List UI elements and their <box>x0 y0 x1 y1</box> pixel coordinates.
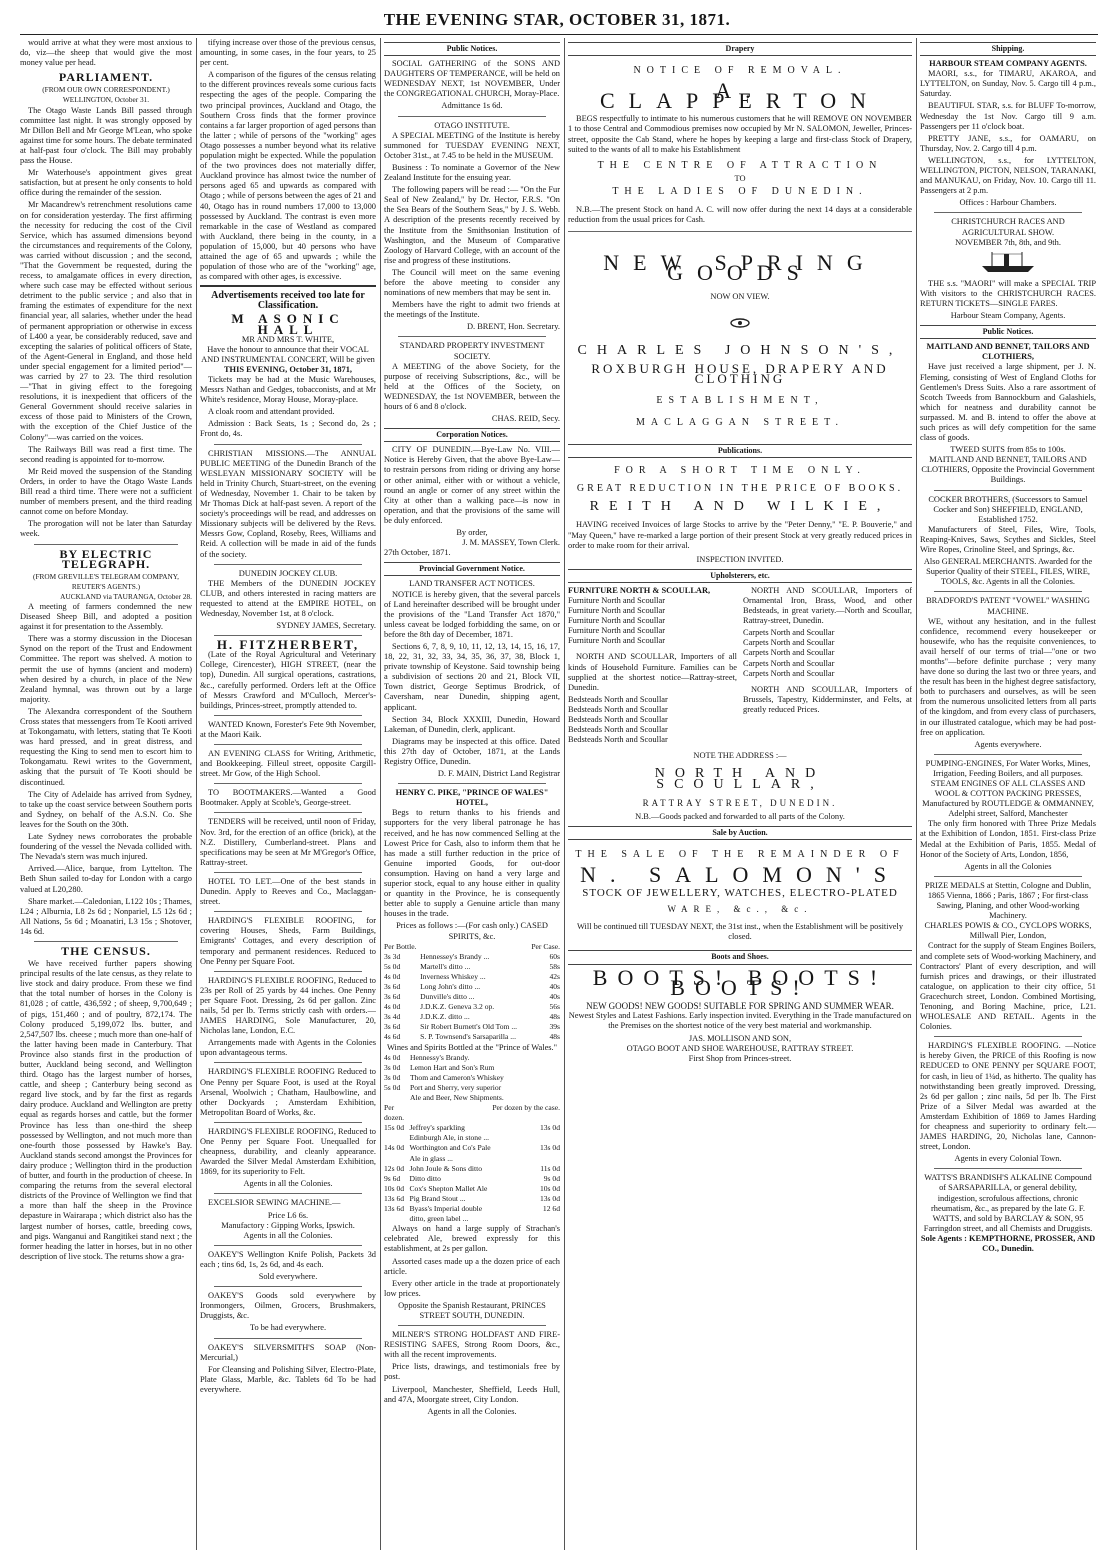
price-header-cell: Per dozen. <box>384 1103 405 1123</box>
ad-text: THE CENTRE OF ATTRACTION <box>597 159 883 171</box>
ad-signature: J. M. MASSEY, Town Clerk. <box>462 538 560 548</box>
ad-text: NORTH AND SCOULLAR, Importers of all kinds of Household Furniture. Families can be supplied at the shortest notice—Rattray-street, Dunedin. <box>568 652 737 692</box>
section-heading: Public Notices. <box>384 42 560 56</box>
price-header-cell: Per Case. <box>531 941 560 951</box>
ad-text: HARDING'S FLEXIBLE ROOFING. —Notice is hereby Given, the PRICE of this Roofing is now REDUCED to ONE PENNY per SQUARE FOOT, for cash, in lieu of 1¼d, as hitherto. The quality has notwithstanding been greatly improved. Dressing, 2s 6d per gallon ; zinc nails, 5d per lb. The First Prize of a Silver Medal was awarded at the Amsterdam Exhibition of 1869 to James Harding for cheapness and superiority to ordinary felt.—JAMES HARDING, 20, Nicholas lane, Cannon-street, London. <box>920 1041 1096 1152</box>
ad-text: Price lists, drawings, and testimonials free by post. <box>384 1362 560 1382</box>
column-rule <box>916 38 917 1550</box>
ad-text: Sections 6, 7, 8, 9, 10, 11, 12, 13, 14, 15, 16, 17, 18, 22, 31, 32, 33, 34, 35, 36, 37, 38, Block 1, private township of Keystone. Said township being a subdivision of sections 20 and 21, Block VII, Town district, George Septimus Brodrick, of Caversham, near Dunedin, shipping agent, applicant. <box>384 641 560 712</box>
ad-text: HOTEL TO LET.—One of the best stands in Dunedin. Apply to Reeves and Co., Maclaggan-street. <box>200 876 376 907</box>
divider <box>934 1168 1082 1169</box>
list-item: Carpets North and Scoullar <box>743 638 835 648</box>
ad-text: BEAUTIFUL STAR, s.s. for BLUFF To-morrow, Wednesday the 1st Nov. Cargo till 9 a.m. Passengers per 11 o'clock boat. <box>920 101 1096 131</box>
ad-text: First Shop from Princes-street. <box>688 1054 792 1064</box>
divider <box>934 212 1082 213</box>
divider <box>214 783 362 784</box>
ad-text: NORTH AND SCOULLAR, Importers of Ornamental Iron, Brass, Wood, and other Bedsteads, in great variety.—North and Scoullar, Rattray-street, Dunedin. <box>743 585 912 626</box>
ad-text: TWEED SUITS from 85s to 100s. <box>950 445 1066 455</box>
price-row: 3s 6d Dunville's ditto ... 40s <box>384 992 560 1002</box>
section-heading: Drapery <box>568 42 912 56</box>
article-text: Share market.—Caledonian, L122 10s ; Thames, L24 ; Alburnia, L8 2s 6d ; Nonpariel, L5 12s 6d ; All Nations, 5s 6d ; Moanatiri, L3 15s ; Shotover, 14s 6d. <box>20 896 192 936</box>
article-text: Mr Macandrew's retrenchment resolutions came on for consideration yesterday. The first affirming the necessity for reducing the cost of the Civil Service, which has assumed dimensions beyond the circumstances and requirements of the Colony, was carried without discussion ; and the second, "That the Government be requested, during the recess, to amalgamate offices in every direction, where such case may be effected without serious detriment to the public service ; and also that in framing the estimates of expenditure for the next financial year, all salaries, whether under the head of permanent appropriation or otherwise in excess of L400 a year, be considerably reduced, save and excepting the salaries of political officers of State, of the Agent-General in England, and those held under special engagement for a limited period"—was carried by 27 to 23. The third resolution—"That in giving effect to the foregoing resolutions, it is inexpedient that officers of the General Government should receive salaries in excess of those paid to Ministers of the Crown, with the exception of the Chief Justice of the Colony"—was carried on the voices. <box>20 200 192 442</box>
price-table-spirits <box>384 942 560 1043</box>
price-table-wines <box>384 1053 560 1103</box>
list-item: Bedsteads North and Scoullar <box>568 715 668 725</box>
list-item: Furniture North and Scoullar <box>568 596 665 605</box>
ad-text: Agents in all the Colonies. <box>243 1179 333 1189</box>
ad-title: LAND TRANSFER ACT NOTICES. <box>409 579 535 589</box>
ad-text: INSPECTION INVITED. <box>696 554 784 564</box>
divider <box>34 544 178 545</box>
ad-text: Always on hand a large supply of Strachan's celebrated Ale, brewed expressly for this establishment, at 2s per gallon. <box>384 1224 560 1254</box>
ad-text: NEW GOODS! NEW GOODS! SUITABLE FOR SPRING AND SUMMER WEAR. <box>586 1000 894 1011</box>
ad-text: Agents in every Colonial Town. <box>954 1154 1062 1164</box>
list-item: Furniture North and Scoullar <box>568 636 665 646</box>
divider <box>398 1325 546 1326</box>
upholstery-grid <box>568 586 912 745</box>
ad-text: Have the honour to announce that their VOCAL AND INSTRUMENTAL CONCERT, Will be given <box>201 344 375 364</box>
price-row: 12s 0d John Joule & Sons ditto 11s 0d <box>384 1163 560 1173</box>
section-heading: Provincial Government Notice. <box>384 562 560 576</box>
ad-text: Will be continued till TUESDAY NEXT, the 31st inst., when the Establishment will be positively closed. <box>576 922 904 942</box>
section-heading: Upholsterers, etc. <box>568 569 912 583</box>
ad-title: REITH AND WILKIE, <box>589 499 891 515</box>
ad-title: DUNEDIN JOCKEY CLUB. <box>238 568 338 578</box>
divider <box>214 715 362 716</box>
ad-text: Members have the right to admit two friends at the meetings of the Institute. <box>384 300 560 320</box>
divider <box>214 744 362 745</box>
section-heading: Corporation Notices. <box>384 428 560 442</box>
list-item: Carpets North and Scoullar <box>743 628 835 638</box>
ad-address: Opposite the Spanish Restaurant, PRINCES STREET SOUTH, DUNEDIN. <box>398 1300 546 1320</box>
price-header-cell: Per dozen by the case. <box>492 1103 560 1113</box>
ad-text: Business : To nominate a Governor of the New Zealand Institute for the ensuing year. <box>384 162 560 183</box>
price-list-title: Prices as follows :—(For cash only.) CASED SPIRITS, &c. <box>396 921 548 941</box>
divider <box>214 444 362 445</box>
price-row: 3s 6d Long John's ditto ... 40s <box>384 981 560 991</box>
ad-text: Agents in all the Colonies <box>964 861 1052 871</box>
price-row: 13s 6d Pig Brand Stout ... 13s 0d <box>384 1193 560 1203</box>
article-text: The prorogation will not be later than Saturday week. <box>20 519 192 539</box>
ad-text: Agents in all the Colonies. <box>243 1230 333 1240</box>
ad-text: NOVEMBER 7th, 8th, and 9th. <box>955 237 1061 247</box>
article-text: There was a stormy discussion in the Diocesan Synod on the report of the Trust and Endowment Committee. The report was shelved. A motion to permit the use of hymns (ancient and modern) when desired by a church, in place of the New Zealand hymnal, was thrown out by a large majority. <box>20 634 192 704</box>
article-text: The Railways Bill was read a first time. The second reading is appointed for to-morrow. <box>20 444 192 464</box>
price-row: 3s 6d Sir Robert Burnett's Old Tom ... 39s <box>384 1022 560 1032</box>
ad-text: Newest Styles and Latest Fashions. Early inspection invited. Everything in the Trade manufactured on the Premises on the shortest notice of the very best material and workmanship. <box>568 1010 912 1030</box>
divider <box>214 872 362 873</box>
ad-text: TENDERS will be received, until noon of Friday, Nov. 3rd, for the erection of an office (brick), at the N.Z. Distillery, Cumberland-street. Plans and specifications may be seen at Mr M'Gregor's Office, Rattray-street. <box>200 817 376 867</box>
ad-title: ROXBURGH HOUSE, DRAPERY AND CLOTHING <box>591 360 889 386</box>
price-row: 4s 6d S. P. Townsend's Sarsaparilla ... 48s <box>384 1032 560 1042</box>
article-text: Arrived.—Alice, barque, from Lyttelton. The Beth Shun sailed to-day for London with a cargo valued at L20,280. <box>20 864 192 894</box>
divider <box>214 1245 362 1246</box>
ad-text: BEGS respectfully to intimate to his numerous customers that he will REMOVE ON NOVEMBER 1 to those Central and Commodious premises now occupied by Mr N. SALOMON, Jeweller, Princes-street, opposite the Cab Stand, where he hopes by keeping a large and first-class Stock of Drapery, suited to the wants of all to make his Establishment <box>568 114 912 154</box>
ad-text: Manufacturers of Steel, Files, Wire, Tools, Reaping-Knives, Saws, Scythes and Sickles, Steel Wire Ropes, Crinoline Steel, and Springs, &c. <box>920 524 1096 555</box>
ad-title: M ASONIC HALL <box>231 311 345 337</box>
ad-text: THE SALE OF THE REMAINDER OF <box>575 848 905 860</box>
ad-text: TO <box>734 173 746 183</box>
ad-title: HARBOUR STEAM COMPANY AGENTS. <box>929 59 1087 69</box>
ad-text: AN EVENING CLASS for Writing, Arithmetic, and Bookkeeping. Filleul street, opposite Cargill-street. Mr Gow, of the High School. <box>200 749 376 779</box>
section-heading: Publications. <box>568 444 912 458</box>
upholstery-left <box>568 586 737 745</box>
price-row: 5s 0d Port and Sherry, very superior <box>384 1082 502 1092</box>
article-text: would arrive at what they were most anxious to do, viz—the sheep that would give the most money value per head. <box>20 38 192 68</box>
divider <box>214 1193 362 1194</box>
ad-text: Assorted cases made up a the dozen price of each article. <box>384 1256 560 1276</box>
section-heading: Sale by Auction. <box>568 826 912 840</box>
ad-text: RATTRAY STREET, DUNEDIN. <box>642 797 838 808</box>
ad-date: 27th October, 1871. <box>384 548 451 558</box>
ad-title: NOTICE OF REMOVAL. <box>633 65 847 77</box>
list-item: Bedsteads North and Scoullar <box>568 725 668 735</box>
divider <box>214 635 362 636</box>
ad-text: By order, <box>456 528 488 538</box>
ad-text: WELLINGTON, s.s., for LYTTELTON, WELLINGTON, PICTON, NELSON, TARANAKI, and MANUKAU, on Friday, Nov. 10. Cargo till 11. Passengers at 2 p.m. <box>920 155 1096 196</box>
price-table-header <box>384 942 560 952</box>
list-item: Furniture North and Scoullar <box>568 626 665 636</box>
divider <box>34 941 178 942</box>
ad-text: Liverpool, Manchester, Sheffield, Leeds Hull, and 47A, Moorgate street, City London. <box>384 1384 560 1404</box>
ad-text: NORTH AND SCOULLAR, Importers of Brussels, Tapestry, Kidderminster, and Felts, at greatly reduced Prices. <box>743 684 912 714</box>
divider <box>398 783 546 784</box>
ad-text: Manufactory : Gipping Works, Ipswich. <box>221 1220 355 1230</box>
headline-census: THE CENSUS. <box>61 943 151 958</box>
ad-text: HARDING'S FLEXIBLE ROOFING, for covering Houses, Sheds, Farm Buildings, Emigrants' Cottages, and every description of temporary and permanent residences. Reduced to One Penny per Square Foot. <box>200 916 376 966</box>
list-item: Carpets North and Scoullar <box>743 648 835 658</box>
ad-text: SOCIAL GATHERING of the SONS AND DAUGHTERS OF TEMPERANCE, will be held on WEDNESDAY NEXT, 1st NOVEMBER, Under the CONGREGATIONAL CHURCH, Moray-Place. <box>384 59 560 99</box>
price-row: 3s 4d J.D.K.Z. ditto ... 48s <box>384 1012 560 1022</box>
ad-title-large: BOOTS! BOOTS! BOOTS! <box>592 964 888 1000</box>
list-item: Furniture North and Scoullar <box>568 616 665 626</box>
ad-text: NOW ON VIEW. <box>710 292 770 302</box>
ad-text: Begs to return thanks to his friends and supporters for the very liberal patronage he has received, and he has now commenced Selling at the Lowest Price for Cash, also to inform them that he has made a still further reduction in the price of Genuine imported Goods, for out-door consumption. Having on hand a very large and superior stock, equal to any house either in quality or quantity in the Province, he is consequently better able to supply a Genuine article than many houses in the trade. <box>384 808 560 919</box>
column-rule <box>564 38 565 1550</box>
ad-text: The only firm honored with Three Prize Medals at the Exhibition of London, 1851. First-class Prize Medal at the Exhibition of Paris, 1855. Medal of Honor of the Society of Arts, London, 1856, <box>920 819 1096 859</box>
article-text: The Otago Waste Lands Bill passed through committee last night. It was strongly opposed by Mr Dillon Bell and Mr George M'Lean, who spoke against time for some hours. The debate terminated at half-past four o'clock. The Bill may probably pass the House. <box>20 105 192 166</box>
ad-text: HARDING'S FLEXIBLE ROOFING, Reduced to 23s per Roll of 25 yards by 44 inches. One Penny per Square Foot. Dressing, 2s 6d per gallon. Zinc nails, 5d per lb. Terms strictly cash with orders.—JAMES HARDING, Sole Manufacturer, 20, Nicholas lane, London, E.C. <box>200 975 376 1036</box>
ad-text: (Late of the Royal Agricultural and Veterinary College, Cirencester), HIGH STREET, (near the top), Dunedin. All surgical operations, castrations, &c., carefully performed. Orders left at the Office of Messrs Crawford and M'Culloch, Mercer's-buildings, Princes-street, promptly attended to. <box>200 650 376 710</box>
article-text: Mr Reid moved the suspension of the Standing Orders, in order to have the Otago Waste Lands Bill read a third time. There were not a sufficient number of members present, and the third reading cannot come on before Monday. <box>20 466 192 517</box>
ad-text: A cloak room and attendant provided. <box>208 407 335 417</box>
ad-title: H. FITZHERBERT, <box>216 637 360 653</box>
ad-text: Harbour Steam Company, Agents. <box>950 311 1066 321</box>
ad-text: Wines and Spirits Bottled at the "Prince of Wales." <box>386 1042 558 1052</box>
steamship-icon <box>920 250 1096 277</box>
ad-text: N.B.—The present Stock on hand A. C. will now offer during the next 14 days at a considerable reduction from the usual prices for Cash. <box>568 205 912 225</box>
ad-text: Every other article in the trade at proportionately low prices. <box>384 1278 560 1298</box>
ad-title: BRADFORD'S PATENT "VOWEL" WASHING MACHINE. <box>926 596 1090 616</box>
ad-signature: D. F. MAIN, District Land Registrar <box>437 769 560 779</box>
divider <box>934 490 1082 491</box>
ad-title: CHRISTCHURCH RACES AND AGRICULTURAL SHOW. <box>951 217 1065 237</box>
ad-text: TO BOOTMAKERS.—Wanted a Good Bootmaker. Apply at Scoble's, George-street. <box>200 788 376 808</box>
ad-text: A SPECIAL MEETING of the Institute is hereby summoned for TUESDAY EVENING NEXT, October 31st., at 7.45 to be held in the MUSEUM. <box>384 130 560 160</box>
column-1 <box>20 38 192 1550</box>
ad-text: PRIZE MEDALS at Stettin, Cologne and Dublin, 1865 Vienna, 1866 ; Paris, 1867 ; For first-class Sawing, Planing, and other Wood-working Machinery. <box>924 880 1092 921</box>
ad-text: Sold everywhere. <box>258 1272 318 1282</box>
ad-text: HARDING'S FLEXIBLE ROOFING, Reduced to One Penny per Square Foot. Unequalled for cheapness, durability, and cleanly appearance. Awarded the Silver Medal Amsterdam Exhibition, 1869, for its superiority to Felt. <box>200 1126 376 1177</box>
upholstery-right <box>743 586 912 745</box>
ad-title-large: NEW SPRING GOODS <box>603 250 877 286</box>
price-row: 5s 0d Martell's ditto ... 58s <box>384 961 560 971</box>
divider <box>934 591 1082 592</box>
ad-title: CHARLES POWIS & CO., CYCLOPS WORKS, Millwall Pier, London, <box>924 921 1092 941</box>
article-text: Late Sydney news corroborates the probable foundering of the vessel the Nevada collided with. The Nevada's stern was much injured. <box>20 832 192 862</box>
ad-signature: D. BRENT, Hon. Secretary. <box>466 322 560 332</box>
divider <box>214 1286 362 1287</box>
ad-text: OAKEY'S SILVERSMITH'S SOAP (Non-Mercurial,) <box>200 1342 376 1362</box>
divider <box>398 336 546 337</box>
divider <box>214 971 362 972</box>
ad-text: WATTS'S BRANDISH'S ALKALINE Compound of SARSAPARILLA, or general debility, indigestion, scrofulous affections, chronic rheumatism, &c., as prepared by the late G. F. WATTS, and sold by BARCLAY & SON, 95 Farringdon street, and all Chemists and Druggists. <box>923 1173 1093 1233</box>
ad-title: PUMPING-ENGINES, For Water Works, Mines, Irrigation, Feeding Boilers, and all purposes. STEAM ENGINES OF ALL CLASSES AND WOOL & COTTON PACKING PRESSES, Manufactured by ROUTLEDGE & OMMANNEY, Adelphi street, Salford, Manchester <box>922 758 1094 819</box>
divider <box>568 231 912 232</box>
ad-text: Arrangements made with Agents in the Colonies upon advantageous terms. <box>200 1038 376 1058</box>
section-heading: Public Notices. <box>920 325 1096 339</box>
column-2 <box>200 38 376 1550</box>
ad-text: The Council will meet on the same evening before the above meeting to consider any nominations of new members that may be sent in. <box>384 267 560 298</box>
price-row: 3s 0d Lemon Hart and Son's Rum <box>384 1062 495 1072</box>
ad-text: Section 34, Block XXXIII, Dunedin, Howard Lakeman, of Dunedin, clerk, applicant. <box>384 714 560 734</box>
ad-text: WARE, &c., &c. <box>667 904 813 915</box>
ad-text: Price L6 6s. <box>267 1210 309 1220</box>
divider <box>214 1122 362 1123</box>
list-item: Bedsteads North and Scoullar <box>568 704 668 714</box>
ad-text: ESTABLISHMENT, <box>656 394 824 406</box>
ad-text: Sole Agents : KEMPTHORNE, PROSSER, AND CO., Dunedin. <box>920 1233 1096 1254</box>
section-heading: Boots and Shoes. <box>568 950 912 964</box>
list-item: Bedsteads North and Scoullar <box>568 735 668 745</box>
byline: (FROM OUR OWN CORRESPONDENT.) <box>42 85 170 95</box>
divider <box>214 911 362 912</box>
ad-text: GREAT REDUCTION IN THE PRICE OF BOOKS. <box>576 483 904 495</box>
list-item: Bedsteads North and Scoullar <box>568 694 668 704</box>
ad-text: MAORI, s.s., for TIMARU, AKAROA, and LYTTELTON, on Sunday, Nov. 5. Cargo till 4 p.m., Saturday. <box>920 69 1096 99</box>
ad-text: To be had everywhere. <box>249 1323 327 1333</box>
column-rule <box>196 38 197 1550</box>
column-4 <box>568 38 912 1550</box>
divider <box>200 285 376 287</box>
price-row: 3s 3d Hennessey's Brandy ... 60s <box>384 951 560 961</box>
ad-title: OTAGO INSTITUTE. <box>434 120 510 130</box>
ad-title-large: N. SALOMON'S <box>580 861 900 887</box>
ad-title: NORTH AND SCOULLAR, <box>654 766 826 792</box>
ad-text: OTAGO BOOT AND SHOE WAREHOUSE, RATTRAY STREET. <box>626 1044 854 1054</box>
price-table-header <box>384 1103 560 1123</box>
ad-text: WANTED Known, Forester's Fete 9th November, at the Maori Kaik. <box>200 719 376 739</box>
ad-text: JAS. MOLLISON AND SON, <box>688 1034 792 1043</box>
price-row: 4s 0d Hennessy's Brandy. <box>384 1052 470 1062</box>
ad-text: NOTICE is hereby given, that the several parcels of Land hereinafter described will be brought under the provisions of the "Land Transfer Act 1870," unless caveat be lodged forbidding the same, on or before the 8th day of December, 1871. <box>384 589 560 639</box>
ad-title: FURNITURE NORTH & SCOULLAR, <box>568 585 711 595</box>
ad-text: MILNER'S STRONG HOLDFAST AND FIRE-RESISTING SAFES, Strong Room Doors, &c., with all the recent improvements. <box>384 1330 560 1360</box>
ad-text: For Cleansing and Polishing Silver, Electro-Plate, Plate Glass, Marble, &c. Tablets 6d To be had everywhere. <box>200 1364 376 1394</box>
divider <box>214 812 362 813</box>
ad-title: STOCK OF JEWELLERY, WATCHES, ELECTRO-PLATED <box>582 887 898 900</box>
ad-text: CITY OF DUNEDIN.—Bye-Law No. VIII.—Notice is Hereby Given, that the above Bye-Law—to restrain persons from riding or driving any horse or other animal, either with or without a vehicle, round an angle or corner of any street within the City at other than a walking pace—is now in operation, and that the provisions of the same will be duly enforced. <box>384 445 560 525</box>
price-row: 3s 0d Thom and Cameron's Whiskey <box>384 1072 504 1082</box>
dateline: WELLINGTON, October 31. <box>62 95 150 105</box>
ad-text: Agents in all the Colonies. <box>427 1406 517 1416</box>
ad-text: THE s.s. "MAORI" will make a SPECIAL TRIP With visitors to the CHRISTCHURCH RACES. RETURN TICKETS—SINGLE FARES. <box>920 278 1096 308</box>
price-row: 13s 6d Byass's Imperial double ditto, green label ... 12 6d <box>384 1204 560 1224</box>
ad-text: N.B.—Goods packed and forwarded to all parts of the Colony. <box>635 811 845 821</box>
ad-text: Also GENERAL MERCHANTS. Awarded for the Superior Quality of their STEEL, FILES, WIRE, TOOLS, &c. Agents in all the Colonies. <box>923 557 1093 587</box>
headline-parliament: PARLIAMENT. <box>58 70 154 85</box>
price-row: 15s 0d Jeffrey's sparkling Edinburgh Ale, in stone ... 13s 0d <box>384 1123 560 1143</box>
price-row: 4s 0d J.D.K.Z. Geneva 3.2 op. 56s <box>384 1002 560 1012</box>
column-rule <box>380 38 381 1550</box>
price-row: 14s 0d Worthington and Co's Pale Ale in glass ... 13s 0d <box>384 1143 560 1163</box>
headline-telegraph: BY ELECTRIC TELEGRAPH. <box>59 546 153 571</box>
divider <box>214 564 362 565</box>
list-item: Carpets North and Scoullar <box>743 658 835 668</box>
ad-text: Contract for the supply of Steam Engines Boilers, and complete sets of Wood-working Machinery, and Contractors' Plant of every description, and will furnish prices and drawings, or their illustrated catalogue, on application to their city office, 51 Gracechurch street, London. Combined Mortising, Tenoning, and Boring Machine, price, L21. WHOLESALE AND RETAIL. Agents in the Colonies. <box>920 941 1096 1032</box>
ad-title: MAITLAND AND BENNET, TAILORS AND CLOTHIERS, <box>926 342 1090 362</box>
price-row: 9s 6d Ditto ditto 9s 0d <box>384 1173 560 1183</box>
ad-text: THE Members of the DUNEDIN JOCKEY CLUB, and others interested in racing matters are requested to attend at the EMPIRE HOTEL, on Wednesday, November 1st, at 8 o'clock. <box>200 578 376 618</box>
ad-text: Agents everywhere. <box>974 739 1042 749</box>
price-row: 4s 0d Inverness Whiskey ... 42s <box>384 971 560 981</box>
ad-signature: CHAS. REID, Secy. <box>491 414 560 424</box>
article-text: A meeting of farmers condemned the new Diseased Sheep Bill, and adopted a position against it for presentation to the Assembly. <box>20 601 192 632</box>
article-text: The City of Adelaide has arrived from Sydney, to take up the coast service between Southern ports and Sydney, on behalf of the A.S.N. Co. She leaves for the South on the 30th. <box>20 789 192 829</box>
ad-text: PRETTY JANE, s.s., for OAMARU, on Thursday, Nov. 2. Cargo till 4 p.m. <box>920 133 1096 153</box>
section-heading: Shipping. <box>920 42 1096 56</box>
price-row: Ale and Beer, New Shipments. <box>409 1093 504 1102</box>
article-text: tifying increase over those of the previous census, amounting, in some cases, in the four years, to 25 per cent. <box>200 38 376 68</box>
ad-text: OAKEY'S Wellington Knife Polish, Packets 3d each ; tins 6d, 1s, 2s 6d, and 4s each. <box>200 1249 376 1269</box>
divider <box>934 754 1082 755</box>
ad-text: Diagrams may be inspected at this office. Dated this 27th day of October, 1871, at the Lands Registry Office, Dunedin. <box>384 736 560 766</box>
ad-text: HAVING received Invoices of large Stocks to arrive by the "Peter Denny," "E. P. Bouverie," and "May Queen," have re-marked a large portion of their present Stock at very greatly reduced prices in order to make room for their arrival. <box>568 520 912 550</box>
byline: (FROM GREVILLE'S TELEGRAM COMPANY, REUTER'S AGENTS.) <box>33 571 179 591</box>
ornament-icon <box>568 317 912 332</box>
ad-text: MR AND MRS T. WHITE, <box>241 334 335 344</box>
ad-signature: SYDNEY JAMES, Secretary. <box>276 621 376 631</box>
ad-text: CHRISTIAN MISSIONS.—The ANNUAL PUBLIC MEETING of the Dunedin Branch of the WESLEYAN MISSIONARY SOCIETY will be held in Trinity Church, Stuart-street, on the evening of Wednesday, November 1. Chair to be taken by Mr Thomas Dick at half-past seven. A report of the society's proceedings will be read, and addresses on Missionary subjects will be delivered by the Revs. Messrs Gow, Copland, Roseby, Rees, Williams and Reid. A collection will be made in aid of the funds of the society. <box>200 448 376 559</box>
dateline: AUCKLAND via TAURANGA, October 28. <box>60 591 192 601</box>
ad-text: Admittance 1s 6d. <box>441 101 503 111</box>
ad-text: HARDING'S FLEXIBLE ROOFING Reduced to One Penny per Square Foot, is used at the Royal Arsenal, Woolwich ; Chatham, Haulbowline, and other Dockyards ; Amsterdam Exhibition, Metropolitan Board of Works, &c. <box>200 1067 376 1117</box>
divider <box>934 876 1082 877</box>
ad-text: NOTE THE ADDRESS :— <box>693 751 787 761</box>
list-item: Carpets North and Scoullar <box>743 668 835 678</box>
divider <box>934 1036 1082 1037</box>
divider <box>214 1062 362 1063</box>
price-row: 10s 0d Cox's Shepton Mallet Ale 10s 0d <box>384 1183 560 1193</box>
ad-title: COCKER BROTHERS, (Successors to Samuel Cocker and Son) SHEFFIELD, ENGLAND, Established 1752. <box>928 494 1088 524</box>
column-3 <box>384 38 560 1550</box>
ad-text: FOR A SHORT TIME ONLY. <box>614 465 866 477</box>
divider <box>214 1338 362 1339</box>
divider <box>398 116 546 117</box>
late-ads-heading: Advertisements received too late for Classification. <box>211 290 365 312</box>
price-table-ales <box>384 1103 560 1224</box>
ad-title: STANDARD PROPERTY INVESTMENT SOCIETY. <box>399 341 545 361</box>
ad-text: THIS EVENING, October 31, 1871, <box>223 364 353 374</box>
article-text: Mr Waterhouse's appointment gives great satisfaction, but at present he only consents to hold office during the remainder of the session. <box>20 168 192 198</box>
masthead: THE EVENING STAR, OCTOBER 31, 1871. <box>383 10 731 29</box>
ad-text: Admission : Back Seats, 1s ; Second do, 2s ; Front do, 4s. <box>200 419 376 439</box>
article-text: We have received further papers showing principal results of the late census, as they relate to live stock and dairy produce. From these we find that the total number of horses in the Colony is 81,028 ; of cattle, 436,592 ; of sheep, 9,700,649 ; of pigs, 151,460 ; and of poultry, 872,174. The Colony produced 5,199,072 lbs. butter, and 2,547,507 lbs. cheese ; much more than one-half of the latter having been made in Canterbury. That Province also stands first in the production of butter, Auckland being second, and Wellington third. Otago has the largest number of horses, cattle, and sheep ; Canterbury being second as regard live stock, and by far the first as regards dairy produce. Auckland and Wellington are pretty equal as regards horses and cattle, but the former Province has less than one-third the sheep possessed by Wellington, and not much more than one-fourth those possessed by Hawke's Bay. Auckland stands second amongst the Provinces for dairy produce ; Wellington third in the production of butter, and fourth in the production of cheese. In comparing the returns from the several electoral districts of the Province of Wellington we find that a more than half the sheep in the Province depasture in Wairarapa ; which district also has the largest number of horses, cattle, breeding cows, and pigs. Wanganui and Rangitikei stand next ; the former heading the latter in horses, but in no other description of live stock. The returns show a gra- <box>20 959 192 1261</box>
ad-title-large: A. CLAPPERTON <box>599 78 881 114</box>
ad-text: WE, without any hesitation, and in the fullest confidence, recommend every housekeeper or housewife, who has the requisite conveniences, to avail herself of our terms of trial—"one or two months"—before definite purchase ; very many have done so during the last two or three years, and the result has been in the highest degree satisfactory, both to purchasers and ourselves, as will be seen from the numerous unsolicited letters from all parts of the kingdom, and from every class of purchasers, in our illustrated catalogue, which may be had post-free on application. <box>920 616 1096 737</box>
ad-text: Tickets may be had at the Music Warehouses, Messrs Nathan and Gedges, tobacconists, and at Mr White's residence, Moray House, Moray-place. <box>200 375 376 405</box>
ad-text: Have just received a large shipment, per J. N. Fleming, consisting of West of England Cloths for Gentlemen's Dress Suits. Also a rare assortment of Scotch Tweeds from Bannockburn and Galashiels, which for neatness and durability cannot be surpassed. M. and B. intend to offer the above at such prices as will defy competition for the same class of goods. <box>920 362 1096 443</box>
ad-text: The following papers will be read :— "On the Fur Seal of New Zealand," by Dr. Hector, F.R.S. "On the Sea Bears of the Southern Seas," by J. S. Webb. A description of the presents recently received by the Institute from the Smithsonian Institution of Washington, and the Museum of Comparative Zoology of Harvard College, with an account of the rise and progress of these institutions. <box>384 185 560 265</box>
ad-text: A MEETING of the above Society, for the purpose of receiving Subscriptions, &c., will be held at the Offices of the Society, on WEDNESDAY, the 1st NOVEMBER, between the hours of 6 and 8 o'clock. <box>384 361 560 411</box>
ad-title: HENRY C. PIKE, "PRINCE OF WALES" HOTEL, <box>395 788 549 808</box>
article-text: The Alexandra correspondent of the Southern Cross states that messengers from Te Kooti arrived at Tokongamatu, with letters, stating that Te Kooti was hard pressed, and in great distress, and requesting the King to send men to escort him to Tokongamatu. Rewi writes to the Government, asking that the pursuit of Te Kooti should be discontinued. <box>20 706 192 787</box>
column-5 <box>920 38 1096 1550</box>
ad-text: THE LADIES OF DUNEDIN. <box>612 185 868 197</box>
article-text: A comparison of the figures of the census relating to the different provinces reveals some curious facts respecting the ages of the people. Comparing the two principal provinces, Auckland and Otago, the Southern Cross finds that the former province contains a far larger proportion of aged persons than the latter ; while of persons of the "working" ages Otago possesses a number beyond what its relative population might be expected. While the population of the two provinces does not materially differ, Auckland province has almost twice the number of persons aged 65 and upwards as compared with Otago ; while of persons between the ages of 21 and 40, Otago has in round numbers 17,000 to 13,000 possessed by Auckland. The contrast is even more remarkable in the case of Westland as compared with Auckland, there being in the county, in a population of 15,000, but 40 persons who have attained the age of 65 and upwards ; while the population of those who are of the "working" age, as compared with other ages, is excessive. <box>200 70 376 282</box>
ad-title: CHARLES JOHNSON'S, <box>577 342 903 358</box>
ad-text: MAITLAND AND BENNET, TAILORS AND CLOTHIERS, Opposite the Provincial Government Buildings. <box>921 455 1095 485</box>
ad-title: EXCELSIOR SEWING MACHINE.— <box>208 1198 341 1208</box>
ad-text: MACLAGGAN STREET. <box>636 416 844 428</box>
masthead-rule <box>20 34 1098 35</box>
list-item: Furniture North and Scoullar <box>568 606 665 616</box>
ad-text: Offices : Harbour Chambers. <box>959 198 1057 208</box>
ad-text: OAKEY'S Goods sold everywhere by Ironmongers, Oilmen, Grocers, Brushmakers, Druggists, &c. <box>200 1291 376 1321</box>
price-header-cell: Per Bottle. <box>384 941 417 951</box>
